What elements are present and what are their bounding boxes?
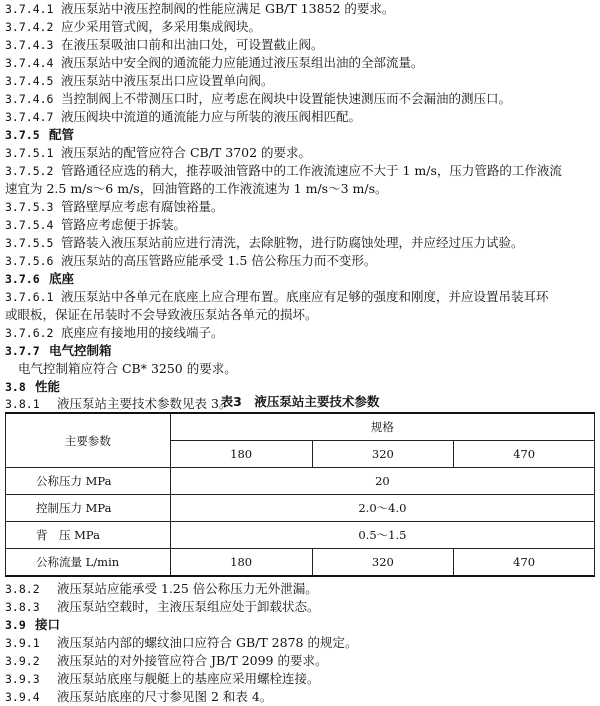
- clause-3-7-7-text: 电气控制箱应符合 CB* 3250 的要求。: [18, 361, 237, 376]
- spec-cell: 180: [170, 441, 312, 468]
- clause-3-7-5-2-continued: 速宜为 2.5 m/s～6 m/s，回油管路的工作液流速为 1 m/s～3 m/s。: [5, 181, 388, 196]
- table-row: [6, 549, 595, 577]
- section-heading-3-8: 3.8 性能: [5, 379, 61, 394]
- clause-3-8-3: 3.8.3 液压泵站空载时，主液压泵组应处于卸载状态。: [5, 599, 320, 614]
- section-heading-3-7-6: 3.7.6 底座: [5, 271, 75, 286]
- table-row: [6, 468, 595, 495]
- table-header-row: [6, 413, 595, 441]
- clause-3-7-6-2: 3.7.6.2 底座应有接地用的接线端子。: [5, 325, 224, 340]
- row-value: 0.5～1.5: [170, 522, 594, 549]
- flow-cell: 320: [312, 549, 454, 577]
- clause-3-7-4-4: 3.7.4.4 液压泵站中安全阀的通流能力应能通过液压泵组出油的全部流量。: [5, 55, 424, 70]
- table-caption: 表3 液压泵站主要技术参数: [220, 394, 380, 409]
- clause-3-7-4-7: 3.7.4.7 液压阀块中流道的通流能力应与所装的液压阀相匹配。: [5, 109, 362, 124]
- section-heading-3-9: 3.9 接口: [5, 617, 61, 632]
- row-label: 公称流量 L/min: [6, 549, 171, 577]
- row-label: 背 压 MPa: [6, 522, 171, 549]
- spec-table: [5, 412, 595, 577]
- clause-3-7-4-3: 3.7.4.3 在液压泵吸油口前和出油口处，可设置截止阀。: [5, 37, 324, 52]
- clause-3-9-1: 3.9.1 液压泵站内部的螺纹油口应符合 GB/T 2878 的规定。: [5, 635, 358, 650]
- clause-3-9-3: 3.9.3 液压泵站底座与舰艇上的基座应采用螺栓连接。: [5, 671, 320, 686]
- clause-3-9-2: 3.9.2 液压泵站的对外接管应符合 JB/T 2099 的要求。: [5, 653, 328, 668]
- spec-cell: 470: [454, 441, 595, 468]
- flow-cell: 470: [454, 549, 595, 577]
- clause-3-7-6-1-continued: 或眼板，保证在吊装时不会导致液压泵站各单元的损坏。: [5, 307, 318, 322]
- clause-3-7-4-5: 3.7.4.5 液压泵站中液压泵出口应设置单向阀。: [5, 73, 274, 88]
- clause-3-9-4: 3.9.4 液压泵站底座的尺寸参见图 2 和表 4。: [5, 689, 273, 704]
- table-row: [6, 522, 595, 549]
- clause-3-7-6-1: 3.7.6.1 液压泵站中各单元在底座上应合理布置。底座应有足够的强度和刚度，并应设置吊装耳环: [5, 289, 549, 304]
- param-header-cell: 主要参数: [6, 413, 171, 468]
- spec-cell: 320: [312, 441, 454, 468]
- clause-3-7-5-2: 3.7.5.2 管路通径应选的稍大，推荐吸油管路中的工作液流速应不大于 1 m/s，压力管路的工作液流: [5, 163, 562, 178]
- clause-3-7-5-4: 3.7.5.4 管路应考虑便于拆装。: [5, 217, 187, 232]
- spec-header-cell: 规格: [170, 413, 594, 441]
- section-heading-3-7-5: 3.7.5 配管: [5, 127, 75, 142]
- clause-3-7-4-1: 3.7.4.1 液压泵站中液压控制阀的性能应满足 GB/T 13852 的要求。: [5, 1, 395, 16]
- clause-3-7-4-2: 3.7.4.2 应少采用管式阀，多采用集成阀块。: [5, 19, 262, 34]
- clause-3-7-4-6: 3.7.4.6 当控制阀上不带测压口时，应考虑在阀块中设置能快速测压而不会漏油的测压口。: [5, 91, 512, 106]
- clause-3-7-5-5: 3.7.5.5 管路装入液压泵站前应进行清洗，去除脏物，进行防腐蚀处理，并应经过压力试验。: [5, 235, 524, 250]
- flow-cell: 180: [170, 549, 312, 577]
- row-value: 2.0～4.0: [170, 495, 594, 522]
- clause-3-7-5-1: 3.7.5.1 液压泵站的配管应符合 CB/T 3702 的要求。: [5, 145, 312, 160]
- clause-3-7-5-6: 3.7.5.6 液压泵站的高压管路应能承受 1.5 倍公称压力而不变形。: [5, 253, 377, 268]
- section-heading-3-7-7: 3.7.7 电气控制箱: [5, 343, 112, 358]
- clause-3-7-5-3: 3.7.5.3 管路壁厚应考虑有腐蚀裕量。: [5, 199, 224, 214]
- row-label: 公称压力 MPa: [6, 468, 171, 495]
- clause-3-8-2: 3.8.2 液压泵站应能承受 1.25 倍公称压力无外泄漏。: [5, 581, 318, 596]
- table-row: [6, 495, 595, 522]
- row-label: 控制压力 MPa: [6, 495, 171, 522]
- clause-3-8-1: 3.8.1 液压泵站主要技术参数见表 3。: [5, 396, 232, 411]
- row-value: 20: [170, 468, 594, 495]
